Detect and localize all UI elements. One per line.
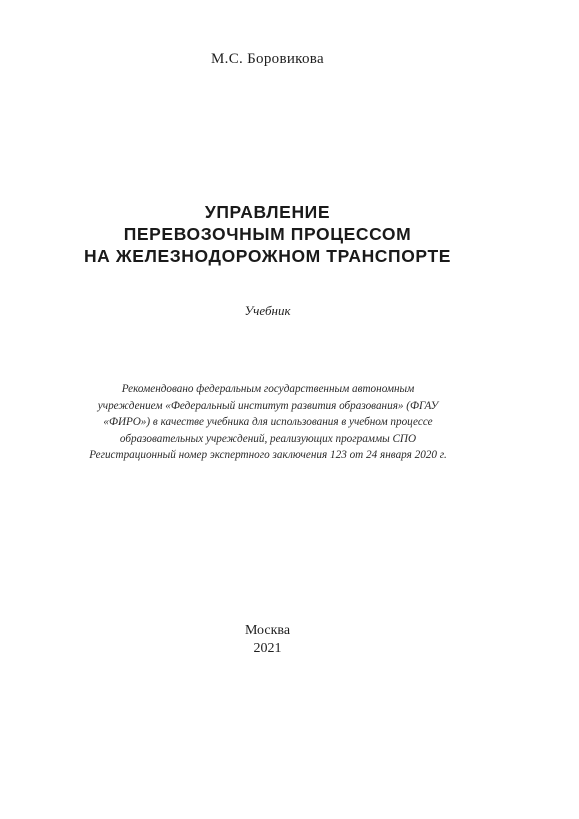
title-line: НА ЖЕЛЕЗНОДОРОЖНОМ ТРАНСПОРТЕ	[83, 246, 452, 266]
recommendation-line: Регистрационный номер экспертного заключения 123 от 24 января 2020 г.	[89, 449, 447, 461]
publication-city: Москва	[244, 623, 291, 638]
recommendation-line: учреждением «Федеральный институт развития образования» (ФГАУ	[97, 399, 439, 412]
imprint	[0, 622, 535, 658]
document-type: Учебник	[244, 303, 291, 318]
title-line: ПЕРЕВОЗОЧНЫМ ПРОЦЕССОМ	[123, 224, 412, 244]
publication-year: 2021	[253, 641, 282, 656]
book-title	[0, 201, 535, 267]
recommendation-line: образовательных учреждений, реализующих программы СПО	[119, 432, 417, 445]
author-name: М.С. Боровикова	[211, 51, 324, 67]
recommendation-line: «ФИРО») в качестве учебника для использования в учебном процессе	[103, 416, 433, 428]
recommendation-note	[58, 381, 478, 464]
recommendation-line: Рекомендовано федеральным государственным автономным	[121, 383, 415, 395]
title-line: УПРАВЛЕНИЕ	[204, 202, 331, 222]
